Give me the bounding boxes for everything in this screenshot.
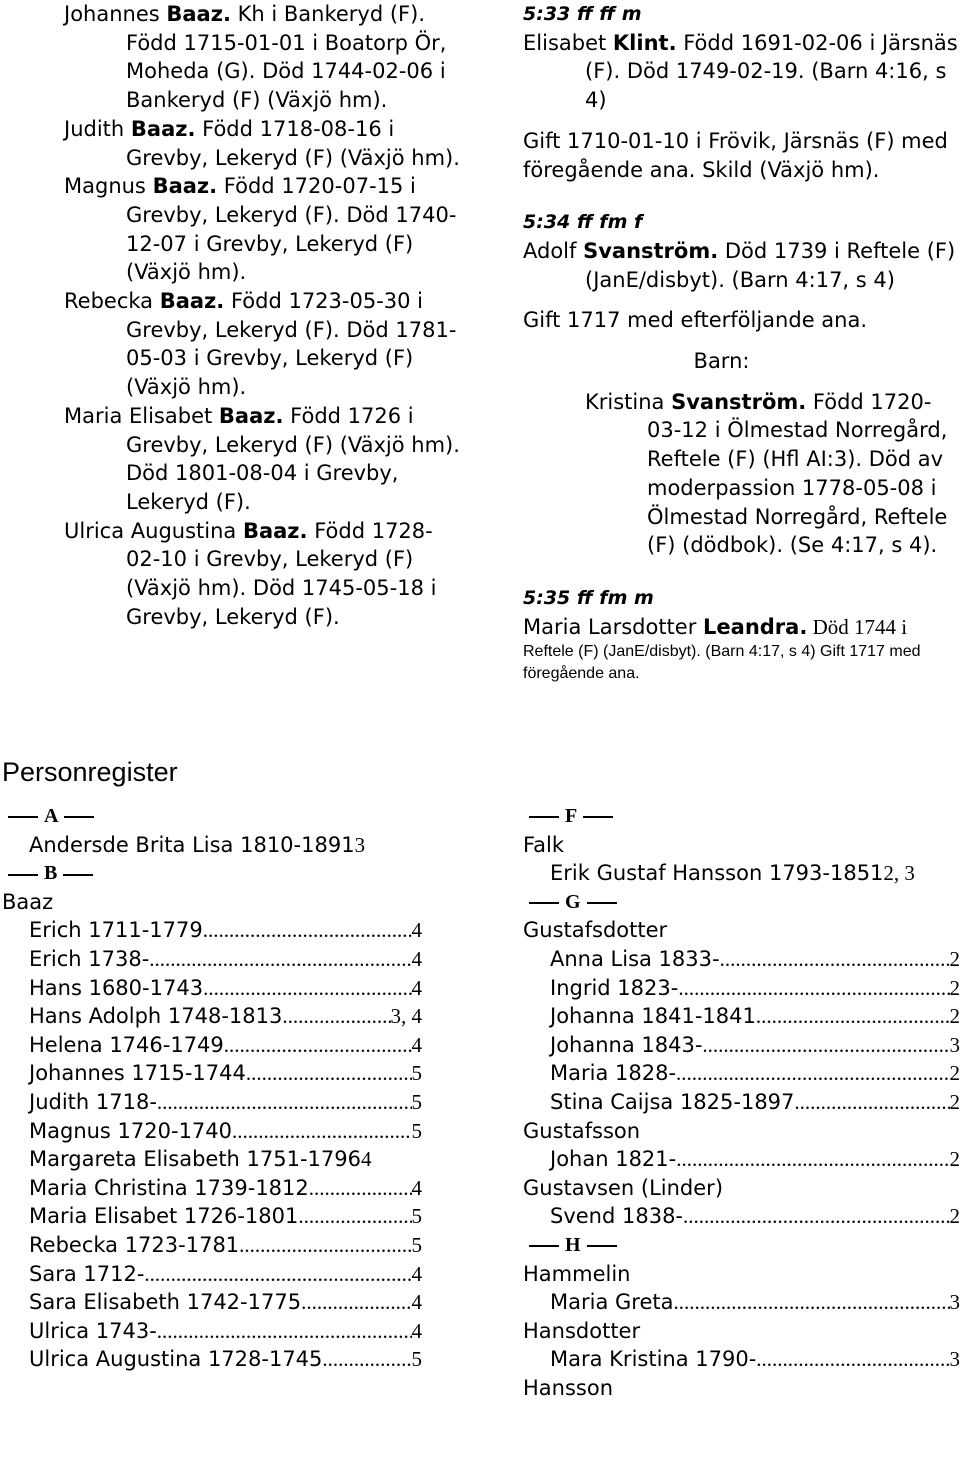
children-label: Barn: — [693, 349, 750, 374]
entry-name: Margareta Elisabeth 1751-1796 — [29, 1147, 362, 1172]
first-name: Judith — [64, 116, 131, 141]
page-ref: 5 — [411, 1204, 422, 1229]
surname: Svanström. — [671, 389, 807, 414]
page-ref: 4 — [411, 946, 422, 971]
page-ref: 5 — [411, 1089, 422, 1114]
dot-leader — [246, 1059, 412, 1088]
dot-leader — [673, 1288, 949, 1317]
register-entry — [2, 1031, 422, 1060]
dot-leader — [224, 1031, 412, 1060]
left-column — [64, 0, 464, 631]
page-ref: 2 — [949, 1089, 960, 1114]
entry-details: Född 1720-07-15 i Grevby, Lekeryd (F). Död 1740-12-07 i Grevby, Lekeryd (F) (Växjö hm). — [126, 174, 457, 285]
first-name: Adolf — [523, 238, 584, 263]
page-ref: 2 — [949, 975, 960, 1000]
entry-name: Erich 1738- — [29, 946, 150, 971]
first-name: Maria Larsdotter — [523, 614, 704, 639]
dot-leader — [157, 1317, 412, 1346]
register-entry — [2, 1174, 422, 1203]
register-letter-heading — [523, 1231, 960, 1260]
register-entry — [523, 1202, 960, 1231]
letter: B — [44, 862, 58, 885]
entry-details: Född 1720-03-12 i Ölmestad Norregård, Reftele (F) (Hfl AI:3). Död av moderpassion 1778-05-08 i Ölmestad Norregård, Reftele (F) (dödbok). (Se 4:17, s 4). — [647, 389, 948, 558]
entry-name: Svend 1838- — [550, 1204, 684, 1229]
marriage-note-svanstrom: Gift 1717 med efterföljande ana. — [523, 308, 868, 333]
first-name: Magnus — [64, 174, 153, 199]
register-entry — [523, 1345, 960, 1374]
entry-details: Kh i Bankeryd (F). Född 1715-01-01 i Boatorp Ör, Moheda (G). Död 1744-02-06 i Bankeryd (F) (Växjö hm). — [126, 2, 447, 113]
page-ref: 5 — [411, 1347, 422, 1372]
register-entry — [2, 1002, 422, 1031]
dot-leader — [232, 1117, 411, 1146]
entry-name: Sara Elisabeth 1742-1775 — [29, 1290, 302, 1315]
dot-leader — [676, 1059, 949, 1088]
entry-details: Född 1691-02-06 i Järsnäs (F). Död 1749-02-19. (Barn 4:16, s 4) — [585, 30, 958, 113]
page-ref: 4 — [411, 1261, 422, 1286]
rule — [529, 902, 559, 904]
register-letter-heading — [523, 888, 960, 917]
first-name: Rebecka — [64, 289, 160, 314]
page-ref: 5 — [411, 1118, 422, 1143]
register-entry — [523, 1059, 960, 1088]
register-letter-heading — [523, 802, 960, 831]
page-ref: 3 — [949, 1032, 960, 1057]
entry-name: Rebecka 1723-1781 — [29, 1232, 240, 1257]
page-ref: 4 — [411, 1290, 422, 1315]
entry-name: Johannes 1715-1744 — [29, 1061, 246, 1086]
surname: Leandra. — [703, 614, 808, 639]
entry-name: Stina Caijsa 1825-1897 — [550, 1089, 795, 1114]
rule — [64, 816, 94, 818]
person-entry — [64, 402, 464, 517]
entry-name: Ulrica Augustina 1728-1745 — [29, 1347, 323, 1372]
first-name: Maria Elisabet — [64, 403, 219, 428]
dot-leader — [756, 1345, 949, 1374]
letter: A — [44, 805, 59, 827]
dot-leader — [322, 1345, 411, 1374]
child-entry-kristina-svanstrom — [523, 388, 960, 560]
register-surname: Gustafsson — [523, 1118, 641, 1143]
entry-name: Judith 1718- — [29, 1089, 157, 1114]
dot-leader — [720, 945, 950, 974]
rule — [529, 816, 559, 818]
surname: Baaz. — [130, 116, 196, 141]
page-ref: 4 — [411, 918, 422, 943]
surname: Klint. — [612, 30, 677, 55]
register-surname: Falk — [523, 832, 565, 857]
page-ref: 2, 3 — [883, 861, 915, 886]
person-entry — [64, 0, 464, 115]
entry-name: Maria 1828- — [550, 1061, 677, 1086]
register-entry — [2, 1231, 422, 1260]
rule — [8, 874, 38, 876]
person-entry — [64, 517, 464, 632]
register-surname: Hansdotter — [523, 1318, 641, 1343]
page-ref: 4 — [361, 1147, 372, 1172]
letter: G — [565, 890, 581, 913]
entry-name: Erich 1711-1779 — [29, 918, 203, 943]
dot-leader — [702, 1031, 949, 1060]
register-entry — [2, 1317, 422, 1346]
register-column-right — [523, 802, 960, 1402]
page-ref: 2 — [949, 1204, 960, 1229]
register-entry — [523, 1088, 960, 1117]
rule — [587, 902, 617, 904]
register-entry — [2, 1145, 422, 1174]
entry-name: Hans 1680-1743 — [29, 975, 204, 1000]
dot-leader — [144, 1260, 411, 1289]
register-entry — [523, 974, 960, 1003]
entry-name: Ingrid 1823- — [550, 975, 679, 1000]
register-title: Personregister — [2, 757, 178, 787]
entry-name: Ulrica 1743- — [29, 1318, 157, 1343]
rule — [63, 874, 93, 876]
entry-name: Johanna 1841-1841 — [550, 1004, 756, 1029]
first-name: Johannes — [64, 2, 167, 26]
rule — [587, 1245, 617, 1247]
page-ref: 4 — [411, 1318, 422, 1343]
surname: Baaz. — [242, 518, 308, 543]
dot-leader — [756, 1002, 950, 1031]
dot-leader — [149, 945, 411, 974]
register-entry — [523, 1031, 960, 1060]
register-entry — [523, 1002, 960, 1031]
page-ref: 3 — [949, 1290, 960, 1315]
register-entry — [523, 945, 960, 974]
entry-name: Maria Elisabet 1726-1801 — [29, 1204, 299, 1229]
person-entry — [64, 115, 464, 172]
page-ref: 2 — [949, 1004, 960, 1029]
register-entry — [2, 1260, 422, 1289]
entry-details: Född 1723-05-30 i Grevby, Lekeryd (F). Död 1781-05-03 i Grevby, Lekeryd (F) (Växjö hm). — [126, 289, 457, 400]
marriage-note-klint: Gift 1710-01-10 i Frövik, Järsnäs (F) med föregående ana. Skild (Växjö hm). — [523, 128, 948, 182]
generation-5-34-heading: 5:34 ff fm f — [523, 211, 643, 234]
first-name: Ulrica Augustina — [64, 518, 243, 543]
dot-leader — [794, 1088, 949, 1117]
dot-leader — [239, 1231, 411, 1260]
register-entry — [2, 1117, 422, 1146]
dot-leader — [203, 974, 411, 1003]
register-entry — [2, 1059, 422, 1088]
entry-name: Sara 1712- — [29, 1261, 145, 1286]
entry-name: Maria Greta — [550, 1290, 674, 1315]
entry-name: Erik Gustaf Hansson 1793-1851 — [550, 861, 884, 886]
death-note: Död 1744 i — [807, 614, 908, 639]
entry-name: Maria Christina 1739-1812 — [29, 1175, 309, 1200]
entry-name: Andersde Brita Lisa 1810-1891 — [29, 832, 355, 857]
entry-name: Magnus 1720-1740 — [29, 1118, 233, 1143]
person-entry — [64, 287, 464, 402]
register-entry — [523, 1145, 960, 1174]
first-name: Kristina — [585, 389, 672, 414]
page-ref: 4 — [411, 1032, 422, 1057]
register-entry — [2, 945, 422, 974]
register-entry — [2, 1288, 422, 1317]
register-entry — [2, 916, 422, 945]
surname: Baaz. — [218, 403, 284, 428]
page-ref: 3, 4 — [390, 1004, 422, 1029]
register-entry — [523, 1288, 960, 1317]
register-letter-heading — [2, 859, 422, 888]
register-entry — [2, 1345, 422, 1374]
generation-5-35-heading: 5:35 ff fm m — [523, 586, 654, 609]
register-surname: Hammelin — [523, 1261, 631, 1286]
register-entry — [2, 1088, 422, 1117]
surname: Svanström. — [583, 238, 719, 263]
rule — [529, 1245, 559, 1247]
right-column — [523, 0, 960, 685]
first-name: Elisabet — [523, 30, 613, 55]
dot-leader — [678, 974, 949, 1003]
dot-leader — [298, 1202, 411, 1231]
register-letter-heading — [2, 802, 422, 831]
surname: Baaz. — [152, 174, 218, 199]
rule — [583, 816, 613, 818]
page-ref: 2 — [949, 1061, 960, 1086]
page-ref: 3 — [949, 1347, 960, 1372]
dot-leader — [301, 1288, 411, 1317]
dot-leader — [683, 1202, 949, 1231]
dot-leader — [676, 1145, 949, 1174]
person-entry — [64, 172, 464, 287]
page-ref: 4 — [411, 975, 422, 1000]
register-column-left — [2, 802, 422, 1374]
entry-details-leandra: Reftele (F) (JanE/disbyt). (Barn 4:17, s 4) Gift 1717 med föregående ana. — [523, 643, 921, 683]
generation-5-33-heading: 5:33 ff ff m — [523, 3, 642, 25]
page-ref: 5 — [411, 1061, 422, 1086]
entry-details: Död 1739 i Reftele (F) (JanE/disbyt). (Barn 4:17, s 4) — [585, 238, 956, 292]
surname: Baaz. — [166, 2, 231, 26]
entry-name: Mara Kristina 1790- — [550, 1347, 757, 1372]
entry-details: Född 1726 i Grevby, Lekeryd (F) (Växjö hm). Död 1801-08-04 i Grevby, Lekeryd (F). — [126, 403, 460, 514]
entry-name: Hans Adolph 1748-1813 — [29, 1004, 283, 1029]
entry-name: Johanna 1843- — [550, 1032, 703, 1057]
page-ref: 3 — [354, 832, 366, 857]
register-entry — [523, 859, 960, 888]
letter: F — [565, 805, 578, 827]
entry-name: Johan 1821- — [550, 1147, 677, 1172]
register-entry — [2, 831, 422, 860]
dot-leader — [309, 1174, 412, 1203]
entry-name: Anna Lisa 1833- — [550, 946, 720, 971]
person-entry-maria-leandra — [523, 613, 960, 642]
register-surname: Hansson — [523, 1375, 614, 1400]
surname: Baaz. — [159, 289, 225, 314]
register-entry — [2, 974, 422, 1003]
page-ref: 4 — [411, 1175, 422, 1200]
register-surname: Baaz — [2, 889, 54, 914]
person-entry-adolf-svanstrom — [523, 237, 960, 294]
entry-details: Född 1718-08-16 i Grevby, Lekeryd (F) (Växjö hm). — [126, 116, 460, 170]
register-surname: Gustavsen (Linder) — [523, 1175, 724, 1200]
entry-name: Helena 1746-1749 — [29, 1032, 224, 1057]
dot-leader — [282, 1002, 390, 1031]
register-surname: Gustafsdotter — [523, 918, 668, 943]
page-ref: 5 — [411, 1232, 422, 1257]
dot-leader — [203, 916, 412, 945]
dot-leader — [157, 1088, 412, 1117]
rule — [8, 816, 38, 818]
entry-details: Född 1728-02-10 i Grevby, Lekeryd (F) (Växjö hm). Död 1745-05-18 i Grevby, Lekeryd (F). — [126, 518, 437, 629]
letter: H — [565, 1233, 581, 1256]
page-ref: 2 — [949, 946, 960, 971]
page-ref: 2 — [949, 1147, 960, 1172]
register-entry — [2, 1202, 422, 1231]
person-entry-elisabet-klint — [523, 29, 960, 115]
